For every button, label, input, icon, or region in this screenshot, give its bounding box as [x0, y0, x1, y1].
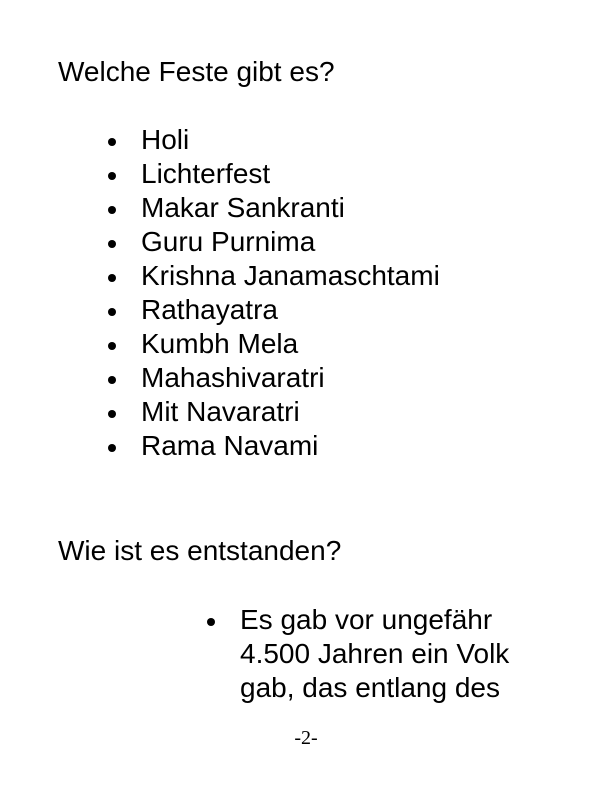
- paragraph-line: gab, das entlang des: [240, 672, 500, 703]
- list-item-text: Mit Navaratri: [141, 396, 300, 427]
- bullet-icon: [207, 618, 215, 626]
- origin-list: [207, 603, 560, 705]
- list-item-text: Krishna Janamaschtami: [141, 260, 440, 291]
- list-item: [207, 603, 560, 705]
- bullet-icon: [108, 376, 116, 384]
- list-item-text: Holi: [141, 124, 190, 155]
- heading-origin: Wie ist es entstanden?: [58, 535, 342, 566]
- bullet-icon: [108, 240, 116, 248]
- list-item-text: Rama Navami: [141, 430, 319, 461]
- paragraph-line: Es gab vor ungefähr: [240, 604, 493, 635]
- page-number: -2-: [294, 727, 318, 749]
- bullet-icon: [108, 410, 116, 418]
- bullet-icon: [108, 172, 116, 180]
- list-item-text: Guru Purnima: [141, 226, 316, 257]
- bullet-icon: [108, 444, 116, 452]
- paragraph-line: 4.500 Jahren ein Volk: [240, 638, 510, 669]
- heading-festivals: Welche Feste gibt es?: [58, 56, 335, 87]
- bullet-icon: [108, 308, 116, 316]
- list-item-text: Lichterfest: [141, 158, 271, 189]
- list-item-text: Rathayatra: [141, 294, 278, 325]
- list-item-text: Mahashivaratri: [141, 362, 325, 393]
- list-item-text: Makar Sankranti: [141, 192, 345, 223]
- bullet-icon: [108, 206, 116, 214]
- list-item-text: Kumbh Mela: [141, 328, 299, 359]
- bullet-icon: [108, 342, 116, 350]
- bullet-icon: [108, 274, 116, 282]
- bullet-icon: [108, 138, 116, 146]
